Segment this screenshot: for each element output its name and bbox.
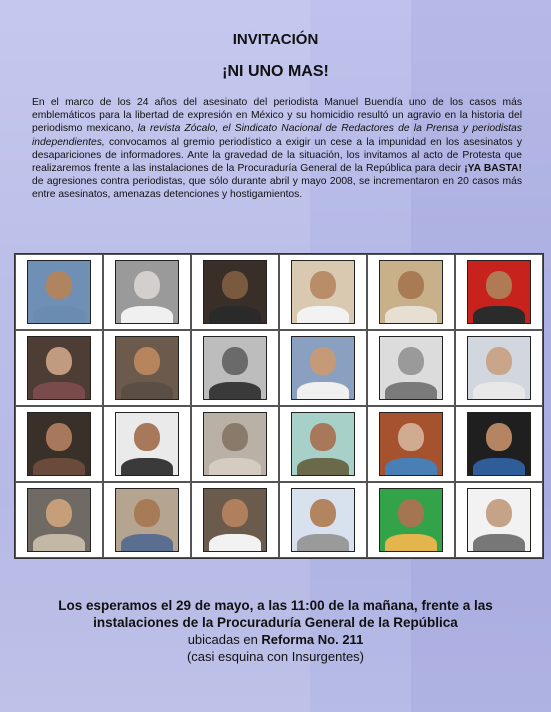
- event-details: [0, 597, 551, 665]
- journalist-portrait-photo: [291, 260, 355, 324]
- journalist-portrait-photo: [27, 260, 91, 324]
- event-address-note: (casi esquina con Insurgentes): [186, 649, 365, 664]
- portrait-head: [310, 499, 336, 528]
- photo-cell: [15, 482, 103, 558]
- photo-cell: [279, 406, 367, 482]
- portrait-shoulders: [121, 534, 173, 552]
- portrait-shoulders: [297, 382, 349, 400]
- body-paragraph-3: de agresiones contra periodistas, que sólo durante abril y mayo 2008, se incrementaron en 20 casos más entre asesinatos, amenazas detenciones y hostigamientos.: [32, 176, 522, 201]
- invitation-title: INVITACIÓN: [232, 31, 319, 48]
- portrait-head: [486, 423, 512, 452]
- journalist-portrait-photo: [203, 488, 267, 552]
- photo-cell: [191, 406, 279, 482]
- journalist-portrait-photo: [115, 336, 179, 400]
- photo-cell: [455, 254, 543, 330]
- portrait-shoulders: [473, 382, 525, 400]
- journalist-portrait-photo: [379, 336, 443, 400]
- portrait-head: [398, 271, 424, 300]
- portrait-shoulders: [33, 382, 85, 400]
- portrait-shoulders: [209, 458, 261, 476]
- portrait-head: [486, 499, 512, 528]
- body-organizers: la revista Zócalo, el Sindicato Nacional de Redactores de la Prensa y periodistas independientes,: [32, 123, 523, 148]
- journalist-portrait-photo: [467, 260, 531, 324]
- journalist-portrait-photo: [115, 412, 179, 476]
- portrait-shoulders: [209, 382, 261, 400]
- portrait-shoulders: [385, 382, 437, 400]
- photo-cell: [103, 406, 191, 482]
- body-ya-basta: ¡YA BASTA!: [464, 163, 522, 175]
- photo-cell: [367, 254, 455, 330]
- portrait-head: [222, 347, 248, 376]
- journalist-portrait-photo: [203, 336, 267, 400]
- address-street: Reforma No. 211: [261, 632, 364, 647]
- journalist-portrait-photo: [379, 412, 443, 476]
- portrait-shoulders: [473, 534, 525, 552]
- journalist-portrait-photo: [379, 488, 443, 552]
- journalist-portrait-photo: [467, 412, 531, 476]
- journalist-portrait-photo: [27, 488, 91, 552]
- portrait-shoulders: [385, 306, 437, 324]
- photo-cell: [15, 254, 103, 330]
- photo-cell: [15, 330, 103, 406]
- photo-cell: [367, 406, 455, 482]
- journalist-portrait-photo: [27, 336, 91, 400]
- portrait-head: [398, 499, 424, 528]
- portrait-shoulders: [385, 458, 437, 476]
- address-prefix: ubicadas en: [187, 632, 262, 647]
- journalist-photo-grid: [14, 253, 544, 559]
- portrait-shoulders: [297, 458, 349, 476]
- journalist-portrait-photo: [115, 260, 179, 324]
- photo-cell: [103, 254, 191, 330]
- portrait-head: [222, 271, 248, 300]
- portrait-shoulders: [385, 534, 437, 552]
- journalist-portrait-photo: [291, 488, 355, 552]
- invitation-subtitle: ¡NI UNO MAS!: [222, 63, 329, 80]
- event-address-line: [0, 631, 551, 648]
- portrait-shoulders: [473, 458, 525, 476]
- portrait-head: [222, 499, 248, 528]
- portrait-shoulders: [121, 306, 173, 324]
- portrait-head: [134, 347, 160, 376]
- portrait-shoulders: [209, 306, 261, 324]
- photo-cell: [191, 482, 279, 558]
- photo-cell: [455, 406, 543, 482]
- portrait-head: [134, 271, 160, 300]
- portrait-shoulders: [121, 458, 173, 476]
- portrait-head: [310, 347, 336, 376]
- photo-cell: [191, 254, 279, 330]
- portrait-head: [134, 423, 160, 452]
- portrait-shoulders: [297, 534, 349, 552]
- portrait-head: [310, 423, 336, 452]
- journalist-portrait-photo: [291, 412, 355, 476]
- invitation-body: [32, 96, 522, 202]
- portrait-head: [310, 271, 336, 300]
- portrait-head: [486, 271, 512, 300]
- journalist-portrait-photo: [467, 336, 531, 400]
- portrait-shoulders: [297, 306, 349, 324]
- photo-cell: [103, 482, 191, 558]
- portrait-head: [134, 499, 160, 528]
- portrait-shoulders: [121, 382, 173, 400]
- journalist-portrait-photo: [291, 336, 355, 400]
- journalist-portrait-photo: [115, 488, 179, 552]
- photo-cell: [455, 482, 543, 558]
- portrait-head: [46, 271, 72, 300]
- body-paragraph-2: convocamos al gremio periodístico a exigir un cese a la impunidad en los asesinatos y desapariciones de informadores. Ante la gravedad de la situación, los invitamos al acto de Protesta que realizaremos frente a las instalaciones de la Procuraduría General de la República para decir: [32, 136, 522, 175]
- photo-cell: [15, 406, 103, 482]
- portrait-head: [486, 347, 512, 376]
- portrait-head: [398, 423, 424, 452]
- journalist-portrait-photo: [203, 412, 267, 476]
- photo-cell: [191, 330, 279, 406]
- photo-cell: [279, 330, 367, 406]
- photo-cell: [279, 254, 367, 330]
- portrait-shoulders: [33, 306, 85, 324]
- journalist-portrait-photo: [467, 488, 531, 552]
- portrait-shoulders: [473, 306, 525, 324]
- portrait-shoulders: [209, 534, 261, 552]
- portrait-shoulders: [33, 534, 85, 552]
- portrait-head: [46, 347, 72, 376]
- photo-cell: [103, 330, 191, 406]
- journalist-portrait-photo: [27, 412, 91, 476]
- photo-cell: [367, 330, 455, 406]
- journalist-portrait-photo: [379, 260, 443, 324]
- body-paragraph-1: En el marco de los 24 años del asesinato del periodista Manuel Buendía uno de los casos más emblemáticos para la libertad de expresión en México y su homicidio resultó un agravio en la historia del periodismo mexicano,: [32, 97, 522, 135]
- photo-cell: [455, 330, 543, 406]
- portrait-head: [222, 423, 248, 452]
- journalist-portrait-photo: [203, 260, 267, 324]
- event-date-line: Los esperamos el 29 de mayo, a las 11:00 de la mañana, frente a las: [58, 598, 493, 613]
- portrait-head: [46, 499, 72, 528]
- photo-cell: [367, 482, 455, 558]
- portrait-shoulders: [33, 458, 85, 476]
- photo-cell: [279, 482, 367, 558]
- event-venue-line: instalaciones de la Procuraduría General de la República: [93, 615, 458, 630]
- portrait-head: [398, 347, 424, 376]
- portrait-head: [46, 423, 72, 452]
